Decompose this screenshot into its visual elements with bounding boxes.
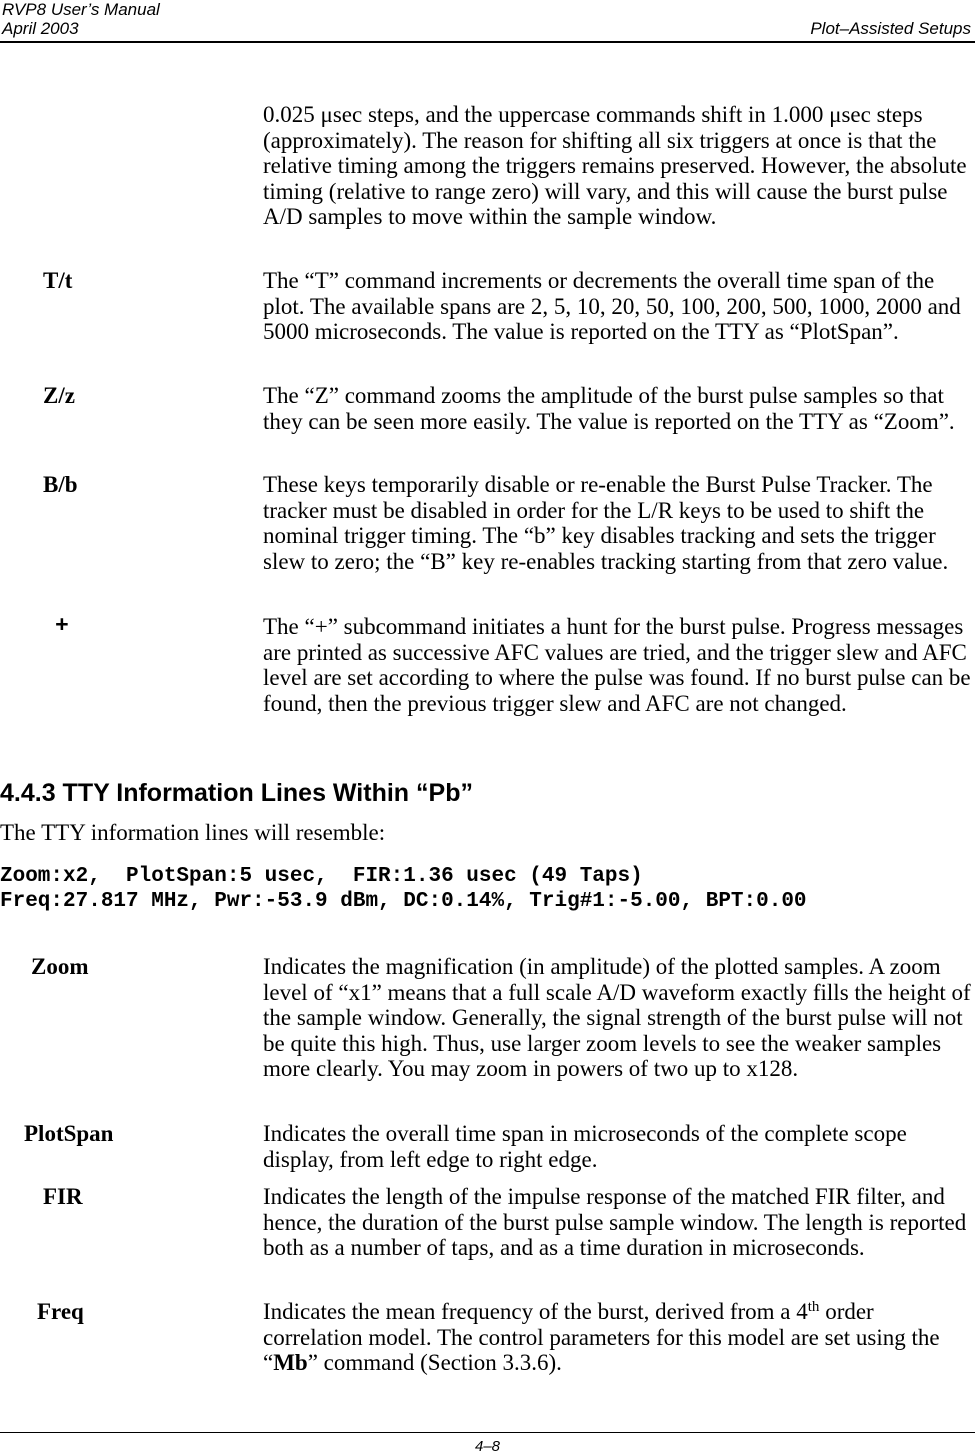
section-heading: 4.4.3 TTY Information Lines Within “Pb” xyxy=(0,779,473,807)
freq-superscript: th xyxy=(807,1299,820,1315)
command-desc-t: The “T” command increments or decrements the overall time span of the plot. The available spans are 2, 5, 10, 20, 50, 100, 200, 500, 1000, 2000 and 5000 microseconds. The value is reported on the TTY as “PlotSpan”. xyxy=(263,268,961,344)
footer-rule xyxy=(0,1432,975,1433)
command-key-b: B/b xyxy=(43,472,78,497)
manual-date: April 2003 xyxy=(2,19,79,38)
field-desc-plotspan: Indicates the overall time span in microseconds of the complete scope display, from left edge to right edge. xyxy=(263,1121,907,1172)
running-header-left xyxy=(2,0,160,38)
field-term-fir: FIR xyxy=(43,1184,83,1209)
field-term-plotspan: PlotSpan xyxy=(24,1121,114,1146)
command-desc-z: The “Z” command zooms the amplitude of the burst pulse samples so that they can be seen more easily. The value is reported on the TTY as “Zoom”. xyxy=(263,383,955,434)
command-key-z: Z/z xyxy=(43,383,75,408)
freq-text-a: Indicates the mean frequency of the burst, derived from a 4 xyxy=(263,1299,808,1324)
command-key-plus: + xyxy=(55,613,69,639)
page-number: 4–8 xyxy=(474,1438,501,1455)
field-desc-freq xyxy=(263,1299,975,1376)
command-key-t: T/t xyxy=(43,268,73,293)
field-term-zoom: Zoom xyxy=(31,954,89,979)
freq-command-name: Mb xyxy=(273,1350,308,1375)
tty-line-2: Freq:27.817 MHz, Pwr:-53.9 dBm, DC:0.14%, Trig#1:-5.00, BPT:0.00 xyxy=(0,890,807,913)
freq-text-c: ” command (Section 3.3.6). xyxy=(307,1350,562,1375)
tty-line-1: Zoom:x2, PlotSpan:5 usec, FIR:1.36 usec (49 Taps) xyxy=(0,865,643,888)
intro-paragraph: 0.025 μsec steps, and the uppercase commands shift in 1.000 μsec steps (approximately). The reason for shifting all six triggers at once is that the relative timing among the triggers remains preserved. However, the absolute timing (relative to range zero) will vary, and this will cause the burst pulse A/D samples to move within the sample window. xyxy=(263,102,967,229)
command-desc-plus: The “+” subcommand initiates a hunt for the burst pulse. Progress messages are printed as successive AFC values are tried, and the trigger slew and AFC level are set according to where the pulse was found. If no burst pulse can be found, then the previous trigger slew and AFC are not changed. xyxy=(263,614,971,716)
command-desc-b: These keys temporarily disable or re-enable the Burst Pulse Tracker. The tracker must be disabled in order for the L/R keys to be used to shift the nominal trigger timing. The “b” key disables tracking and sets the trigger slew to zero; the “B” key re-enables tracking starting from that zero value. xyxy=(263,472,949,574)
field-desc-fir: Indicates the length of the impulse response of the matched FIR filter, and hence, the duration of the burst pulse sample window. The length is reported both as a number of taps, and as a time duration in microseconds. xyxy=(263,1184,967,1260)
freq-text-b: order correlation model. The control parameters for this model are set using the “ xyxy=(263,1299,940,1375)
section-title: Plot–Assisted Setups xyxy=(810,19,971,38)
section-intro: The TTY information lines will resemble: xyxy=(0,820,386,845)
field-term-freq: Freq xyxy=(37,1299,84,1324)
header-rule xyxy=(0,41,975,43)
manual-title: RVP8 User’s Manual xyxy=(2,0,160,19)
field-desc-zoom: Indicates the magnification (in amplitude) of the plotted samples. A zoom level of “x1” means that a full scale A/D waveform exactly fills the height of the sample window. Generally, the signal strength of the burst pulse will not be quite this high. Thus, use larger zoom levels to see the weaker samples more clearly. You may zoom in powers of two up to x128. xyxy=(263,954,971,1081)
